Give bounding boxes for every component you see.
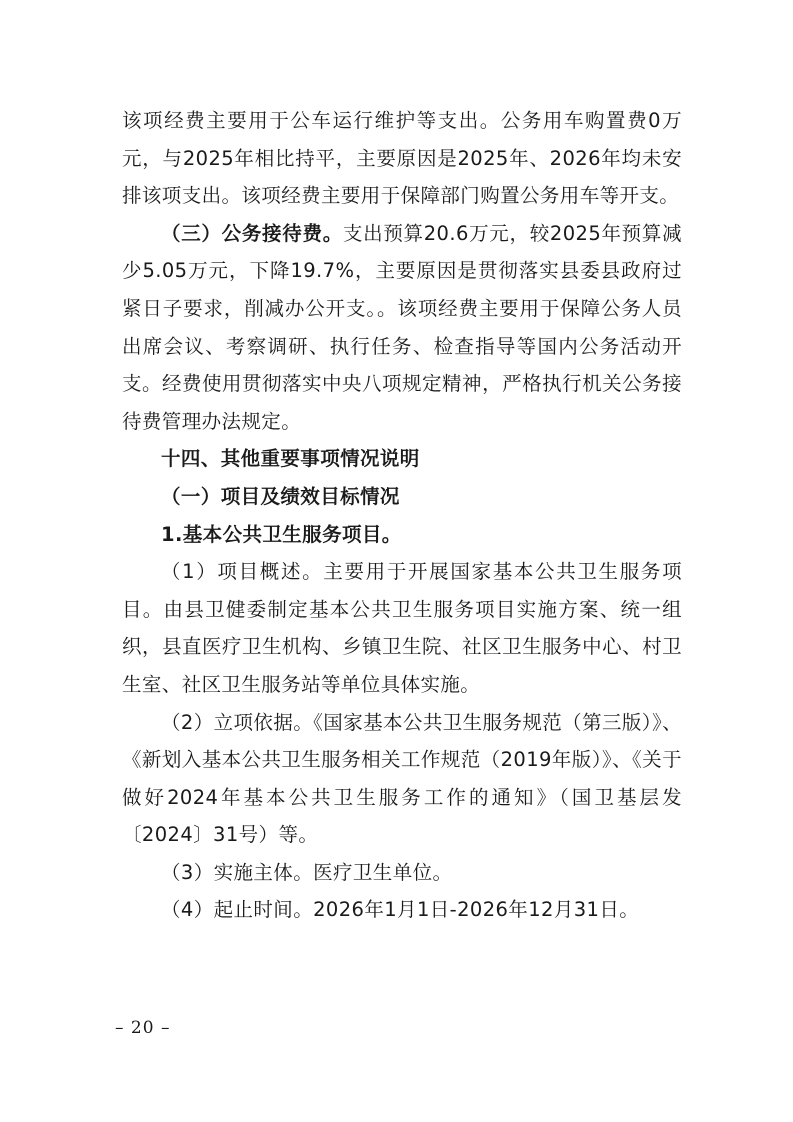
subsection-heading: （一）项目及绩效目标情况	[161, 484, 400, 508]
page-number: – 20 –	[115, 1018, 171, 1038]
paragraph-vehicle-maintenance	[122, 102, 682, 215]
paragraph-text: （1）项目概述。主要用于开展国家基本公共卫生服务项目。由县卫健委制定基本公共卫生服务项目实施方案、统一组织，县直医疗卫生机构、乡镇卫生院、社区卫生服务中心、村卫生室、社区卫生服务站等单位具体实施。	[122, 560, 682, 696]
section-heading: 十四、其他重要事项情况说明	[161, 447, 420, 471]
paragraph-text: 支出预算20.6万元，较2025年预算减少5.05万元，下降19.7%，主要原因是贯彻落实县委县政府过紧日子要求，削减办公开支。。该项经费主要用于保障公务人员出席会议、考察调研、执行任务、检查指导等国内公务活动开支。经费使用贯彻落实中央八项规定精神，严格执行机关公务接待费管理办法规定。	[122, 221, 682, 433]
body-text	[122, 102, 682, 929]
paragraph-project-overview	[122, 553, 682, 703]
paragraph-text: （2）立项依据。《国家基本公共卫生服务规范（第三版）》、《新划入基本公共卫生服务相关工作规范（2019年版）》、《关于做好2024年基本公共卫生服务工作的通知》（国卫基层发〔2024〕31号）等。	[122, 710, 682, 847]
paragraph-project-period	[122, 891, 682, 929]
paragraph-text: 该项经费主要用于公车运行维护等支出。公务用车购置费0万元，与2025年相比持平，主要原因是2025年、2026年均未安排该项支出。该项经费主要用于保障部门购置公务用车等开支。	[122, 109, 682, 208]
project-heading: 1.基本公共卫生服务项目。	[161, 522, 402, 546]
paragraph-lead-heading: （三）公务接待费。	[161, 221, 343, 245]
paragraph-project-implementer	[122, 854, 682, 892]
paragraph-project-basis	[122, 704, 682, 854]
paragraph-text: （3）实施主体。医疗卫生单位。	[161, 860, 453, 884]
paragraph-text: （4）起止时间。2026年1月1日-2026年12月31日。	[161, 898, 640, 922]
paragraph-reception-fee	[122, 215, 682, 441]
